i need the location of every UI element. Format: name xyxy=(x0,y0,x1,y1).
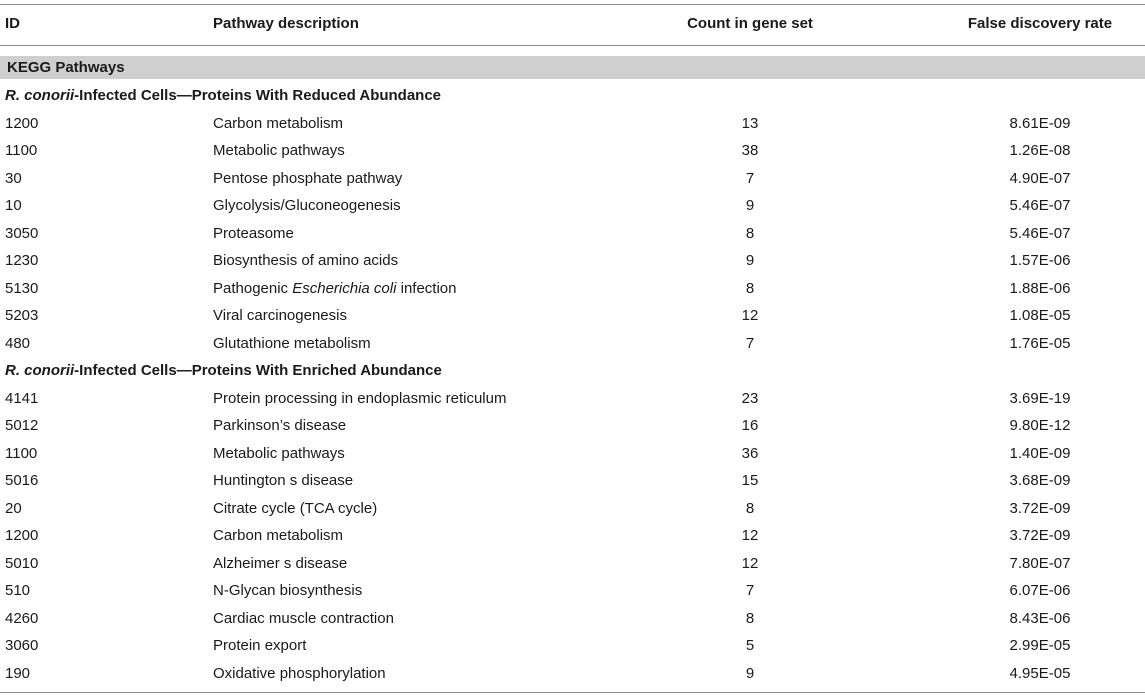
description-text: Citrate cycle (TCA cycle) xyxy=(213,499,378,517)
description-text: Glycolysis/Gluconeogenesis xyxy=(213,197,401,214)
cell-id: 5012 xyxy=(5,417,39,434)
cell-id: 5130 xyxy=(5,279,39,297)
cell-pathway-description xyxy=(213,660,386,688)
cell-id: 1200 xyxy=(5,527,39,544)
description-text: Cardiac muscle contraction xyxy=(213,609,394,627)
cell-count: 8 xyxy=(745,279,755,297)
table-row xyxy=(0,577,1145,605)
cell-count: 9 xyxy=(745,197,755,214)
table-row xyxy=(0,330,1145,358)
cell-fdr: 5.46E-07 xyxy=(1009,224,1071,242)
cell-id: 5203 xyxy=(5,307,39,324)
cell-fdr: 7.80E-07 xyxy=(1009,554,1071,572)
cell-fdr: 8.43E-06 xyxy=(1009,609,1071,627)
description-text: Oxidative phosphorylation xyxy=(213,664,386,682)
description-text: Glutathione metabolism xyxy=(213,334,371,352)
cell-pathway-description xyxy=(213,137,345,165)
section-title xyxy=(5,357,442,385)
cell-pathway-description xyxy=(213,632,306,660)
cell-fdr: 4.90E-07 xyxy=(1009,169,1071,187)
header-rule xyxy=(0,45,1145,46)
table-row xyxy=(0,550,1145,578)
cell-count: 12 xyxy=(741,527,759,544)
cell-count: 13 xyxy=(741,114,759,132)
section-title-organism: R. conorii xyxy=(5,362,75,379)
cell-id: 5016 xyxy=(5,472,39,489)
cell-fdr: 3.68E-09 xyxy=(1009,472,1071,489)
header-pathway-description: Pathway description xyxy=(213,15,359,32)
cell-count: 9 xyxy=(745,664,755,682)
cell-pathway-description xyxy=(213,522,343,550)
section-title-rest: -Infected Cells—Proteins With Reduced Abundance xyxy=(74,87,442,104)
cell-id: 30 xyxy=(5,169,22,187)
table-bottom-rule xyxy=(0,692,1145,693)
section-title xyxy=(5,82,441,110)
cell-pathway-description xyxy=(213,165,402,193)
description-italic: Escherichia coli xyxy=(292,279,397,297)
table-row xyxy=(0,522,1145,550)
cell-id: 4260 xyxy=(5,609,39,627)
cell-id: 1100 xyxy=(5,142,38,159)
cell-pathway-description xyxy=(213,220,294,248)
table-row xyxy=(0,137,1145,165)
table-row xyxy=(0,660,1145,688)
description-text: Pentose phosphate pathway xyxy=(213,169,403,187)
cell-pathway-description xyxy=(213,330,371,358)
cell-fdr: 1.57E-06 xyxy=(1009,252,1071,269)
cell-count: 5 xyxy=(745,637,755,654)
cell-count: 38 xyxy=(741,142,759,159)
category-label: KEGG Pathways xyxy=(7,59,125,76)
cell-pathway-description xyxy=(213,495,377,523)
cell-fdr: 3.72E-09 xyxy=(1009,527,1071,544)
cell-count: 8 xyxy=(745,224,755,242)
cell-count: 15 xyxy=(741,472,759,489)
cell-fdr: 1.26E-08 xyxy=(1009,142,1071,159)
description-text: Viral carcinogenesis xyxy=(213,307,347,324)
cell-fdr: 8.61E-09 xyxy=(1009,114,1071,132)
cell-id: 3050 xyxy=(5,224,39,242)
section-header-row xyxy=(0,82,1145,110)
cell-id: 5010 xyxy=(5,554,39,572)
header-count-in-gene-set: Count in gene set xyxy=(687,15,813,32)
cell-id: 1100 xyxy=(5,444,38,462)
cell-pathway-description xyxy=(213,192,401,220)
cell-id: 4141 xyxy=(5,389,39,407)
cell-count: 7 xyxy=(745,169,755,187)
cell-fdr: 1.76E-05 xyxy=(1009,334,1071,352)
description-text: Huntington s disease xyxy=(213,472,354,489)
description-text: Proteasome xyxy=(213,224,294,242)
section-title-rest: -Infected Cells—Proteins With Enriched Abundance xyxy=(74,362,442,379)
cell-fdr: 3.69E-19 xyxy=(1009,389,1071,407)
cell-fdr: 6.07E-06 xyxy=(1009,582,1071,599)
table-row xyxy=(0,247,1145,275)
table-row xyxy=(0,495,1145,523)
table-row xyxy=(0,412,1145,440)
cell-pathway-description xyxy=(213,440,345,468)
cell-count: 16 xyxy=(741,417,759,434)
cell-pathway-description xyxy=(213,577,362,605)
cell-fdr: 1.88E-06 xyxy=(1009,279,1071,297)
cell-count: 12 xyxy=(741,554,759,572)
cell-fdr: 5.46E-07 xyxy=(1009,197,1071,214)
description-text: Carbon metabolism xyxy=(213,527,344,544)
cell-count: 7 xyxy=(745,334,755,352)
table-row xyxy=(0,467,1145,495)
table-row xyxy=(0,302,1145,330)
table-row xyxy=(0,632,1145,660)
description-text: N-Glycan biosynthesis xyxy=(213,582,363,599)
cell-pathway-description xyxy=(213,605,394,633)
cell-id: 3060 xyxy=(5,637,39,654)
cell-pathway-description xyxy=(213,467,353,495)
cell-pathway-description xyxy=(213,385,506,413)
cell-id: 190 xyxy=(5,664,31,682)
description-text: Protein export xyxy=(213,637,307,654)
cell-count: 8 xyxy=(745,499,755,517)
cell-count: 12 xyxy=(741,307,759,324)
cell-id: 1200 xyxy=(5,114,39,132)
table-row xyxy=(0,385,1145,413)
description-text: Metabolic pathways xyxy=(213,444,345,462)
cell-fdr: 1.40E-09 xyxy=(1009,444,1071,462)
description-text: Biosynthesis of amino acids xyxy=(213,252,399,269)
cell-pathway-description xyxy=(213,412,346,440)
header-id: ID xyxy=(5,15,20,32)
description-text: Alzheimer s disease xyxy=(213,554,348,572)
cell-pathway-description xyxy=(213,275,457,303)
description-text: Parkinson’s disease xyxy=(213,417,347,434)
table-row xyxy=(0,110,1145,138)
table-row xyxy=(0,165,1145,193)
description-text: Pathogenic xyxy=(213,279,293,297)
description-text: Protein processing in endoplasmic reticulum xyxy=(213,389,507,407)
table-header-row xyxy=(0,4,1145,45)
cell-pathway-description xyxy=(213,302,347,330)
description-text: Metabolic pathways xyxy=(213,142,345,159)
cell-pathway-description xyxy=(213,110,343,138)
description-text: Carbon metabolism xyxy=(213,114,344,132)
table-row xyxy=(0,220,1145,248)
cell-fdr: 2.99E-05 xyxy=(1009,637,1071,654)
cell-count: 9 xyxy=(745,252,755,269)
table-row xyxy=(0,192,1145,220)
header-false-discovery-rate: False discovery rate xyxy=(967,15,1113,32)
cell-id: 510 xyxy=(5,582,31,599)
cell-fdr: 3.72E-09 xyxy=(1009,499,1071,517)
section-header-row xyxy=(0,357,1145,385)
table-body xyxy=(0,82,1145,687)
table-row xyxy=(0,440,1145,468)
category-band xyxy=(0,56,1145,79)
cell-count: 36 xyxy=(741,444,759,462)
cell-id: 20 xyxy=(5,499,22,517)
cell-count: 23 xyxy=(741,389,759,407)
cell-id: 480 xyxy=(5,334,31,352)
cell-fdr: 9.80E-12 xyxy=(1009,417,1071,434)
table-row xyxy=(0,275,1145,303)
cell-count: 7 xyxy=(745,582,755,599)
cell-id: 10 xyxy=(5,197,22,214)
cell-id: 1230 xyxy=(5,252,39,269)
cell-fdr: 4.95E-05 xyxy=(1009,664,1071,682)
cell-pathway-description xyxy=(213,550,347,578)
cell-fdr: 1.08E-05 xyxy=(1009,307,1071,324)
description-text-suffix: infection xyxy=(396,279,457,297)
section-title-organism: R. conorii xyxy=(5,87,75,104)
table-row xyxy=(0,605,1145,633)
cell-pathway-description xyxy=(213,247,398,275)
cell-count: 8 xyxy=(745,609,755,627)
